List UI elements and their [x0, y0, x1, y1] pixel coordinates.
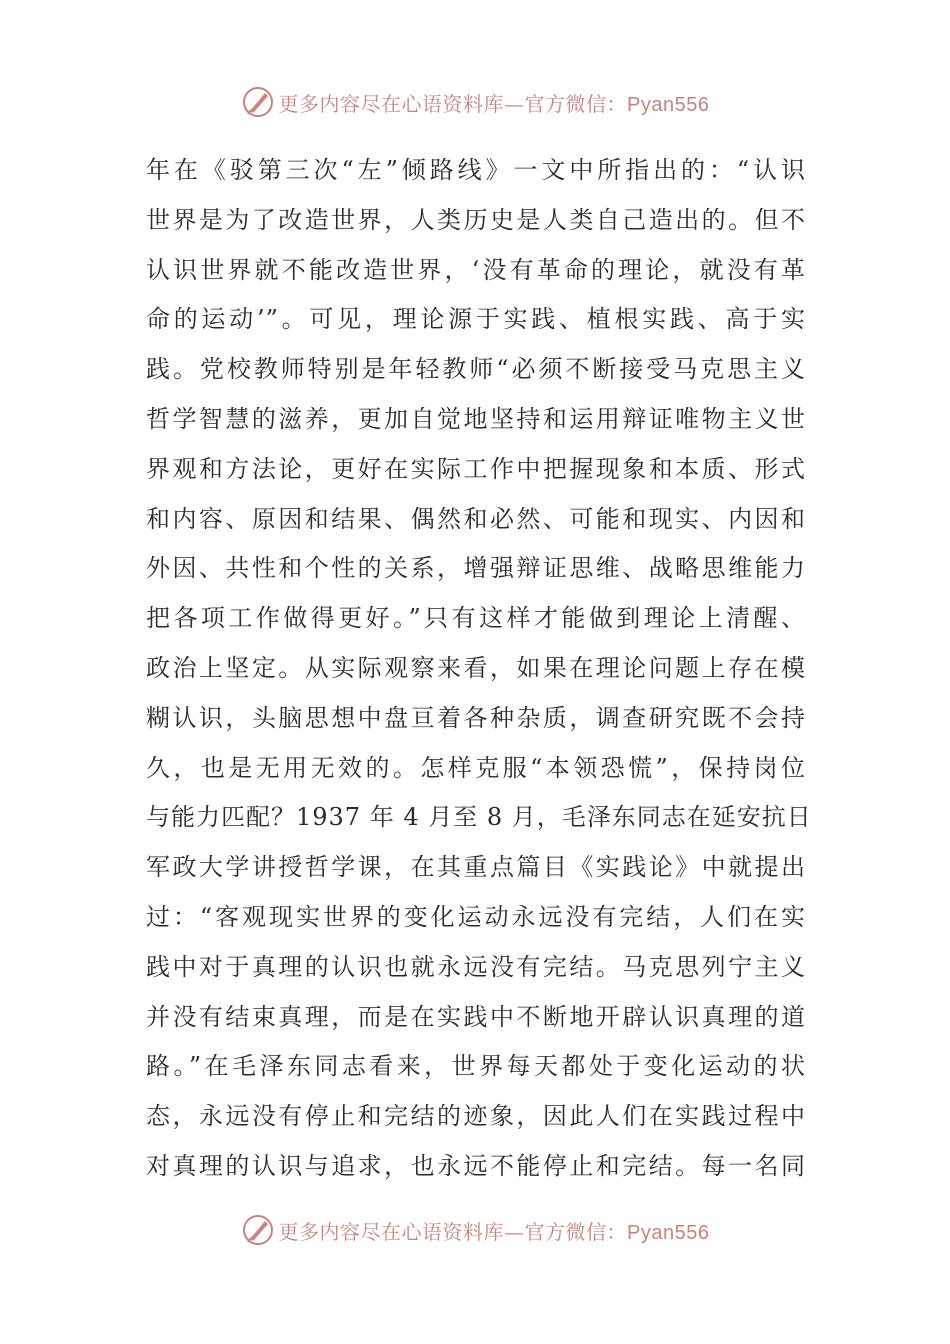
text-line: 糊认识，头脑思想中盘亘着各种杂质，调查研究既不会持 — [146, 703, 806, 732]
header-banner-text: 更多内容尽在心语资料库—官方微信：Pyan556 — [278, 91, 710, 116]
footer-banner — [0, 1210, 950, 1250]
quill-pen-logo-icon — [241, 1213, 275, 1247]
text-line: 态，永远没有停止和完结的迹象，因此人们在实践过程中 — [146, 1102, 806, 1131]
text-line: 与能力匹配？1937 年 4 月至 8 月，毛泽东同志在延安抗日 — [146, 803, 812, 832]
text-line: 认识世界就不能改造世界，‘没有革命的理论，就没有革 — [146, 255, 806, 284]
text-line: 世界是为了改造世界，人类历史是人类自己造出的。但不 — [146, 205, 806, 234]
text-line: 践中对于真理的认识也就永远没有完结。马克思列宁主义 — [146, 952, 806, 981]
text-line: 政治上坚定。从实际观察来看，如果在理论问题上存在模 — [146, 653, 806, 682]
text-line: 军政大学讲授哲学课，在其重点篇目《实践论》中就提出 — [146, 853, 806, 882]
header-wechat-id: Pyan556 — [627, 93, 710, 116]
text-line: 路。”在毛泽东同志看来，世界每天都处于变化运动的状 — [146, 1052, 806, 1081]
quill-pen-logo-icon — [241, 85, 275, 119]
text-line: 并没有结束真理，而是在实践中不断地开辟认识真理的道 — [146, 1002, 806, 1031]
text-line: 把各项工作做得更好。”只有这样才能做到理论上清醒、 — [146, 604, 806, 633]
text-line: 对真理的认识与追求，也永远不能停止和完结。每一名同 — [146, 1151, 806, 1180]
text-line: 命的运动’”。可见，理论源于实践、植根实践、高于实 — [146, 305, 806, 334]
footer-wechat-id: Pyan556 — [627, 1221, 710, 1244]
text-line: 和内容、原因和结果、偶然和必然、可能和现实、内因和 — [146, 504, 806, 533]
text-line: 过：“客观现实世界的变化运动永远没有完结，人们在实 — [146, 902, 806, 931]
text-line: 践。党校教师特别是年轻教师“必须不断接受马克思主义 — [146, 355, 806, 384]
document-body — [146, 146, 812, 1192]
footer-banner-text: 更多内容尽在心语资料库—官方微信：Pyan556 — [278, 1219, 710, 1244]
text-line: 界观和方法论，更好在实际工作中把握现象和本质、形式 — [146, 454, 806, 483]
text-line: 外因、共性和个性的关系，增强辩证思维、战略思维能力 — [146, 554, 806, 583]
text-line: 久，也是无用无效的。怎样克服“本领恐慌”，保持岗位 — [146, 753, 806, 782]
text-line: 哲学智慧的滋养，更加自觉地坚持和运用辩证唯物主义世 — [146, 404, 806, 433]
text-line: 年在《驳第三次“左”倾路线》一文中所指出的：“认识 — [146, 156, 806, 184]
header-banner — [0, 82, 950, 122]
